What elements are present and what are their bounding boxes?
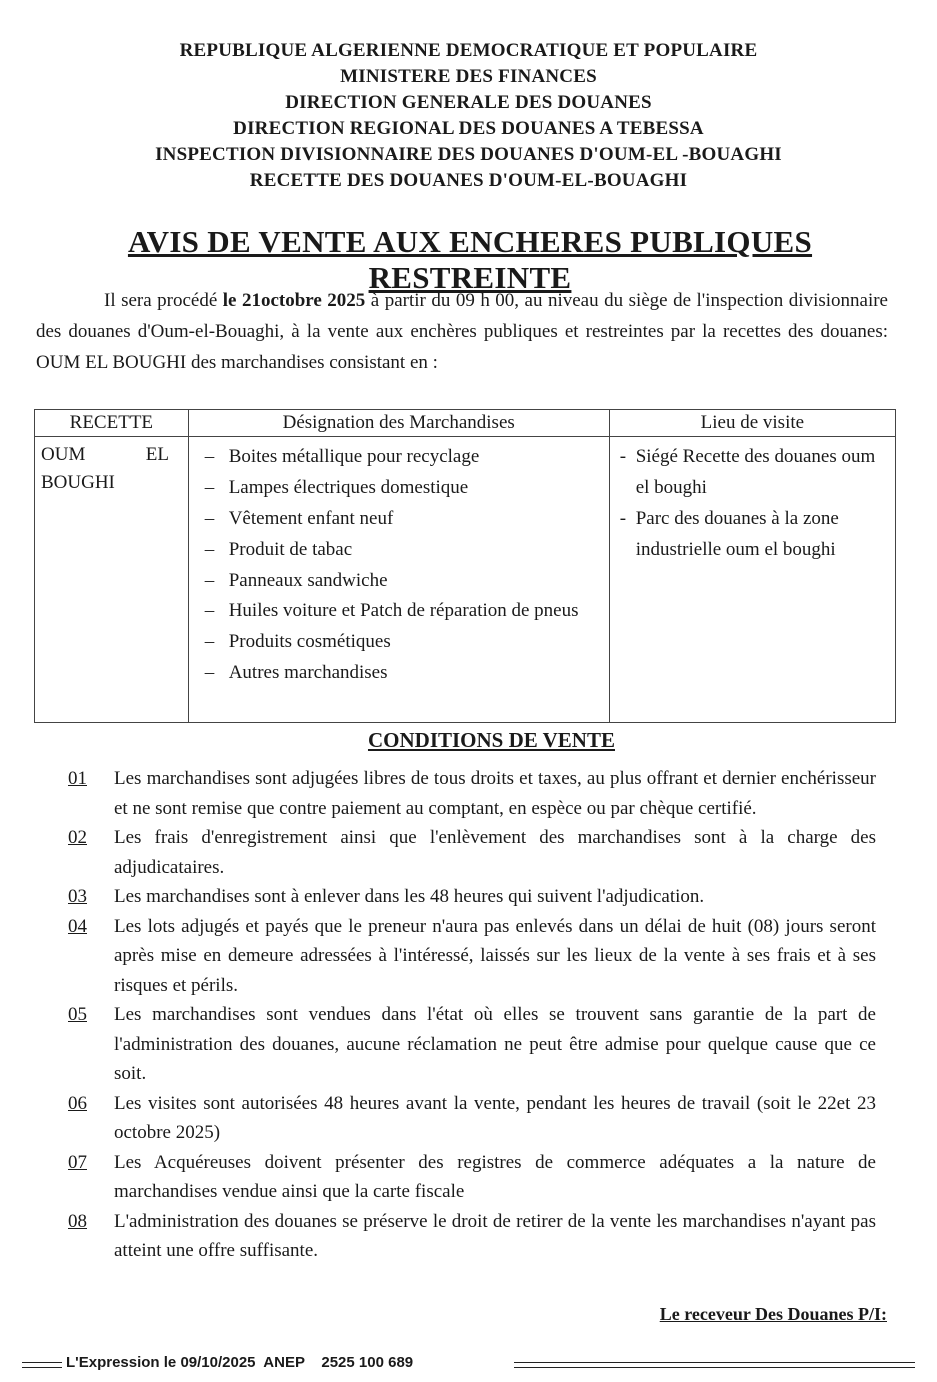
signature-line: Le receveur Des Douanes P/I: [659, 1304, 887, 1324]
list-item: – Panneaux sandwiche [204, 570, 388, 591]
list-item: – Lampes électriques domestique [204, 477, 469, 498]
goods-table [34, 409, 896, 723]
document-header [0, 38, 937, 194]
goods-list [195, 441, 603, 688]
footer-rule-right [514, 1362, 915, 1368]
publication-footer [22, 1354, 915, 1374]
list-item: – Huiles voiture et Patch de réparation de pneus [204, 600, 579, 621]
intro-sale-date: le 21octobre 2025 [222, 290, 366, 311]
list-item: - Parc des douanes à la zone industrielle oum el boughi [619, 508, 839, 560]
column-header-lieu: Lieu de visite [609, 410, 895, 437]
recette-value-line1: OUM EL [41, 444, 169, 465]
intro-text-before: Il sera procédé [104, 290, 223, 311]
condition-item: 06 Les visites sont autorisées 48 heures avant la vente, pendant les heures de travail (soit le 22et 23 octobre 2025) [68, 1092, 876, 1143]
header-line-republic: REPUBLIQUE ALGERIENNE DEMOCRATIQUE ET POPULAIRE [179, 40, 758, 61]
goods-table-header-row [35, 410, 896, 437]
condition-item: 01 Les marchandises sont adjugées libres de tous droits et taxes, au plus offrant et dernier enchérisseur et ne sont remise que contre paiement au comptant, en espèce ou par chèque certifié. [68, 768, 876, 819]
condition-item: 07 Les Acquéreuses doivent présenter des registres de commerce adéquates a la nature de marchandises vendue ainsi que la carte fiscale [68, 1151, 876, 1202]
table-row [35, 437, 896, 723]
list-item: – Autres marchandises [204, 662, 388, 683]
list-item: – Boites métallique pour recyclage [204, 446, 480, 467]
list-item: – Vêtement enfant neuf [204, 508, 394, 529]
notice-title: AVIS DE VENTE AUX ENCHERES PUBLIQUES RESTREINTE [127, 224, 813, 295]
recette-cell [35, 437, 189, 723]
header-line-direction-generale: DIRECTION GENERALE DES DOUANES [285, 92, 652, 113]
condition-item: 05 Les marchandises sont vendues dans l'état où elles se trouvent sans garantie de la part de l'administration des douanes, aucune réclamation ne peut être admise pour quelque cause que ce soit. [68, 1004, 876, 1084]
conditions-title: CONDITIONS DE VENTE [367, 728, 615, 752]
conditions-list [68, 764, 876, 1266]
footer-text: L'Expression le 09/10/2025 ANEP 2525 100 689 [62, 1354, 417, 1371]
column-header-recette: RECETTE [35, 410, 189, 437]
designation-cell [188, 437, 609, 723]
header-line-recette: RECETTE DES DOUANES D'OUM-EL-BOUAGHI [249, 170, 688, 191]
header-line-inspection: INSPECTION DIVISIONNAIRE DES DOUANES D'OUM-EL -BOUAGHI [155, 144, 782, 165]
intro-text-after: à partir du 09 h 00, au niveau du siège de l'inspection divisionnaire des douanes d'Oum-el-Bouaghi, à la vente aux enchères publiques et restreintes par la recettes des douanes: OUM EL BOUGHI des marchandises consistant en : [36, 290, 888, 373]
column-header-designation: Désignation des Marchandises [188, 410, 609, 437]
lieu-cell [609, 437, 895, 723]
condition-item: 04 Les lots adjugés et payés que le preneur n'aura pas enlevés dans un délai de huit (08) jours seront après mise en demeure adressées à l'intéressé, laissés sur les lieux de la vente à ses frais et à ses risques et périls. [68, 915, 876, 996]
condition-item: 03 Les marchandises sont à enlever dans les 48 heures qui suivent l'adjudication. [68, 886, 705, 907]
condition-item: 02 Les frais d'enregistrement ainsi que l'enlèvement des marchandises sont à la charge des adjudicataires. [68, 827, 876, 878]
places-list [616, 441, 889, 565]
condition-item: 08 L'administration des douanes se préserve le droit de retirer de la vente les marchandises n'ayant pas atteint une offre suffisante. [68, 1210, 876, 1261]
header-line-ministry: MINISTERE DES FINANCES [340, 66, 597, 87]
intro-paragraph [36, 285, 888, 378]
list-item: – Produit de tabac [204, 539, 353, 560]
list-item: - Siégé Recette des douanes oum el boughi [619, 446, 876, 498]
footer-rule-left [22, 1362, 62, 1368]
header-line-direction-regional: DIRECTION REGIONAL DES DOUANES A TEBESSA [233, 118, 704, 139]
list-item: – Produits cosmétiques [204, 631, 391, 652]
recette-value-line2: BOUGHI [41, 472, 115, 493]
